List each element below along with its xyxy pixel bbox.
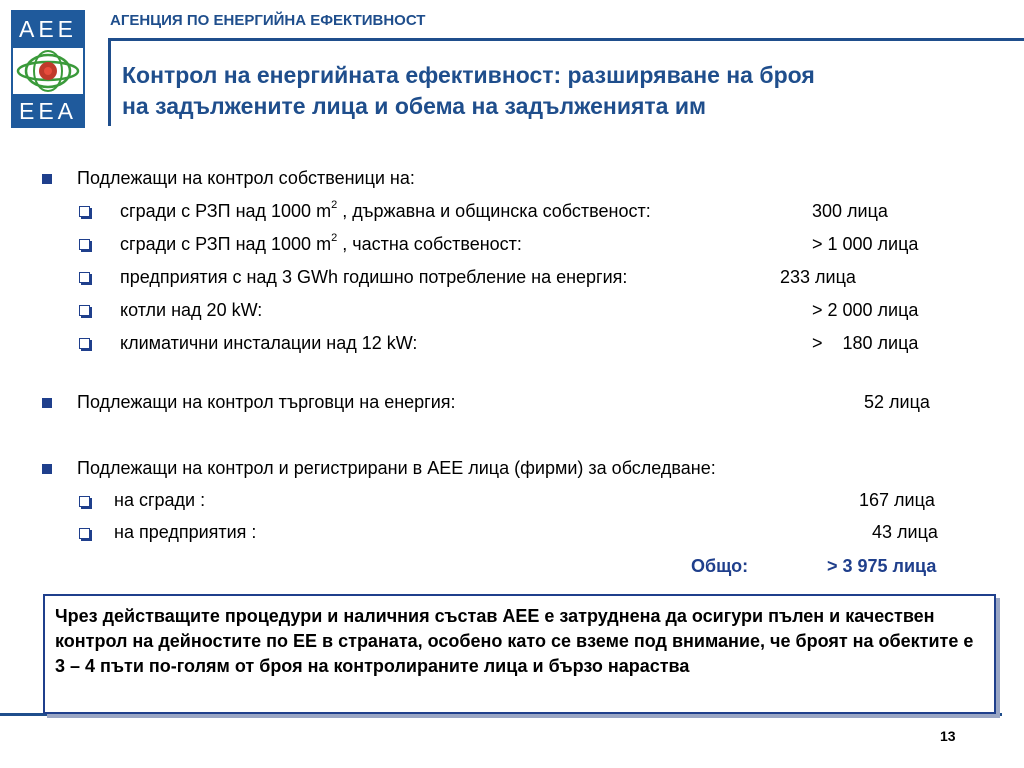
logo-bottom-text: EEA (18, 98, 78, 124)
section1-item-3: предприятия с над 3 GWh годишно потребление на енергия: (120, 267, 628, 287)
checkbox-bullet-icon (79, 272, 90, 283)
section1-item-4-value: > 2 000 лица (812, 300, 919, 320)
logo-emblem (13, 48, 83, 94)
logo-emblem-icon (13, 48, 83, 94)
square-bullet-icon (42, 398, 52, 408)
logo-top-text: AEE (18, 16, 78, 42)
title-line-1: Контрол на енергийната ефективност: разширяване на броя (122, 62, 815, 88)
checkbox-bullet-icon (79, 206, 90, 217)
total-label: Общо: (691, 556, 749, 576)
checkbox-bullet-icon (79, 239, 90, 250)
section1-item-3-value: 233 лица (780, 267, 856, 287)
section1-item-5-value: > 180 лица (812, 333, 919, 353)
section3-item-2: на предприятия : (114, 522, 257, 542)
section1-item-1-value: 300 лица (812, 201, 888, 221)
section3-item-1-value: 167 лица (859, 490, 935, 510)
section3-heading: Подлежащи на контрол и регистрирани в АЕЕ лица (фирми) за обследване: (77, 458, 716, 478)
square-bullet-icon (42, 464, 52, 474)
section1-item-4: котли над 20 kW: (120, 300, 263, 320)
square-bullet-icon (42, 174, 52, 184)
page-number: 13 (940, 728, 956, 744)
aee-logo (11, 10, 85, 128)
title-line-2: на задължените лица и обема на задълженията им (122, 93, 706, 119)
section1-item-1: сгради с РЗП над 1000 $m^2$ , държавна и общинска собственост: (120, 199, 651, 221)
checkbox-bullet-icon (79, 338, 90, 349)
page-title (122, 60, 1012, 122)
section2-value: 52 лица (864, 392, 930, 412)
note-box (43, 594, 996, 714)
checkbox-bullet-icon (79, 305, 90, 316)
title-divider (108, 38, 111, 126)
section1-item-2: сгради с РЗП над 1000 $m^2$ , частна собственост: (120, 232, 522, 254)
header-divider (108, 38, 1024, 41)
checkbox-bullet-icon (79, 496, 90, 507)
checkbox-bullet-icon (79, 528, 90, 539)
section3-item-1: на сгради : (114, 490, 206, 510)
section2-heading: Подлежащи на контрол търговци на енергия: (77, 392, 456, 412)
note-text: Чрез действащите процедури и наличния състав АЕЕ е затруднена да осигури пълен и качествен контрол на дейностите по ЕЕ в страната, особено като се вземе под внимание, че броят на обектите е 3 – 4 пъти по-голям от броя на контролираните лица и бързо нараства (55, 606, 974, 676)
section1-item-5: климатични инсталации над 12 kW: (120, 333, 418, 353)
section3-item-2-value: 43 лица (872, 522, 938, 542)
total-value: > 3 975 лица (827, 556, 937, 576)
section1-item-2-value: > 1 000 лица (812, 234, 919, 254)
agency-name: АГЕНЦИЯ ПО ЕНЕРГИЙНА ЕФЕКТИВНОСТ (110, 12, 426, 29)
section1-heading: Подлежащи на контрол собственици на: (77, 168, 415, 188)
